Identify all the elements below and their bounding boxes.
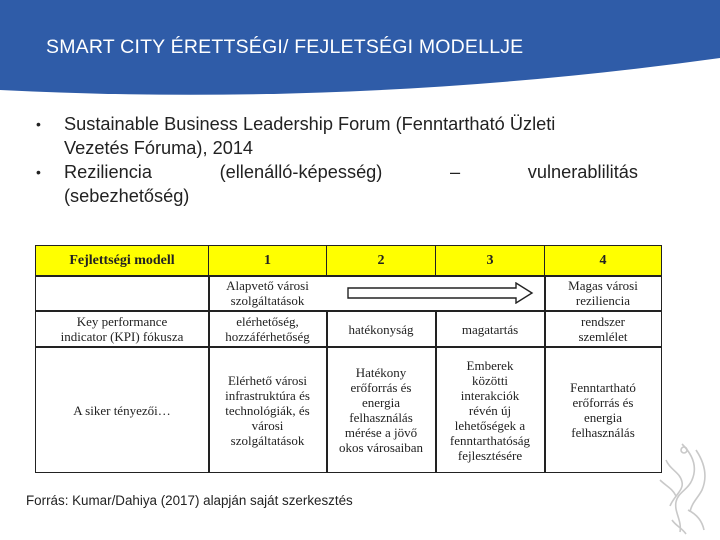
- table-cell: rendszer szemlélet: [578, 314, 628, 344]
- page-title: SMART CITY ÉRETTSÉGI/ FEJLETSÉGI MODELLJE: [46, 36, 524, 58]
- title-banner: [0, 0, 720, 100]
- table-cell: Hatékony erőforrás és energia felhasználás mérése a jövő okos városaiban: [338, 365, 424, 455]
- header-cell: Fejlettségi modell: [36, 246, 208, 275]
- table-cell: Alapvető városi szolgáltatások: [226, 278, 309, 308]
- phoenix-logo-icon: [652, 440, 714, 536]
- bullet-text: (sebezhetőség): [64, 186, 190, 206]
- bullet-dot-icon: •: [36, 116, 41, 132]
- bullet-text: vulnerablilitás: [527, 162, 638, 182]
- bullet-item: [36, 112, 666, 160]
- bullet-text: Vezetés Fóruma), 2014: [64, 138, 254, 158]
- table-cell: Magas városi reziliencia: [568, 278, 638, 308]
- source-note: Forrás: Kumar/Dahiya (2017) alapján saját szerkesztés: [26, 493, 353, 508]
- bullet-text: Sustainable Business Leadership Forum (Fenntartható Üzleti: [64, 114, 556, 134]
- bullet-item: [36, 160, 666, 208]
- bullet-text: Reziliencia: [64, 162, 152, 182]
- row-label-cell: Key performance indicator (KPI) fókusza: [60, 314, 184, 344]
- header-cell: 3: [436, 246, 544, 275]
- table-cell: magatartás: [461, 321, 519, 337]
- table-cell: elérhetőség, hozzáférhetőség: [225, 314, 310, 344]
- arrow-icon: [346, 282, 536, 304]
- table-cell: hatékonyság: [348, 321, 414, 337]
- bullet-dot-icon: •: [36, 164, 41, 180]
- table-cell: Fenntartható erőforrás és energia felhasználás: [570, 380, 636, 440]
- bullet-text: (ellenálló-képesség): [219, 162, 383, 182]
- bullet-list: [36, 112, 666, 208]
- table-cell: Elérhető városi infrastruktúra és technológiák, és városi szolgáltatások: [225, 372, 310, 448]
- row-label-cell: A siker tényezői…: [73, 402, 171, 418]
- header-cell: 1: [209, 246, 326, 275]
- maturity-model-table: [35, 245, 662, 473]
- header-cell: 2: [327, 246, 435, 275]
- bullet-text: –: [450, 162, 461, 182]
- table-cell: Emberek közötti interakciók révén új lehetőségek a fenntarthatóság fejlesztésére: [449, 357, 531, 463]
- header-cell: 4: [545, 246, 661, 275]
